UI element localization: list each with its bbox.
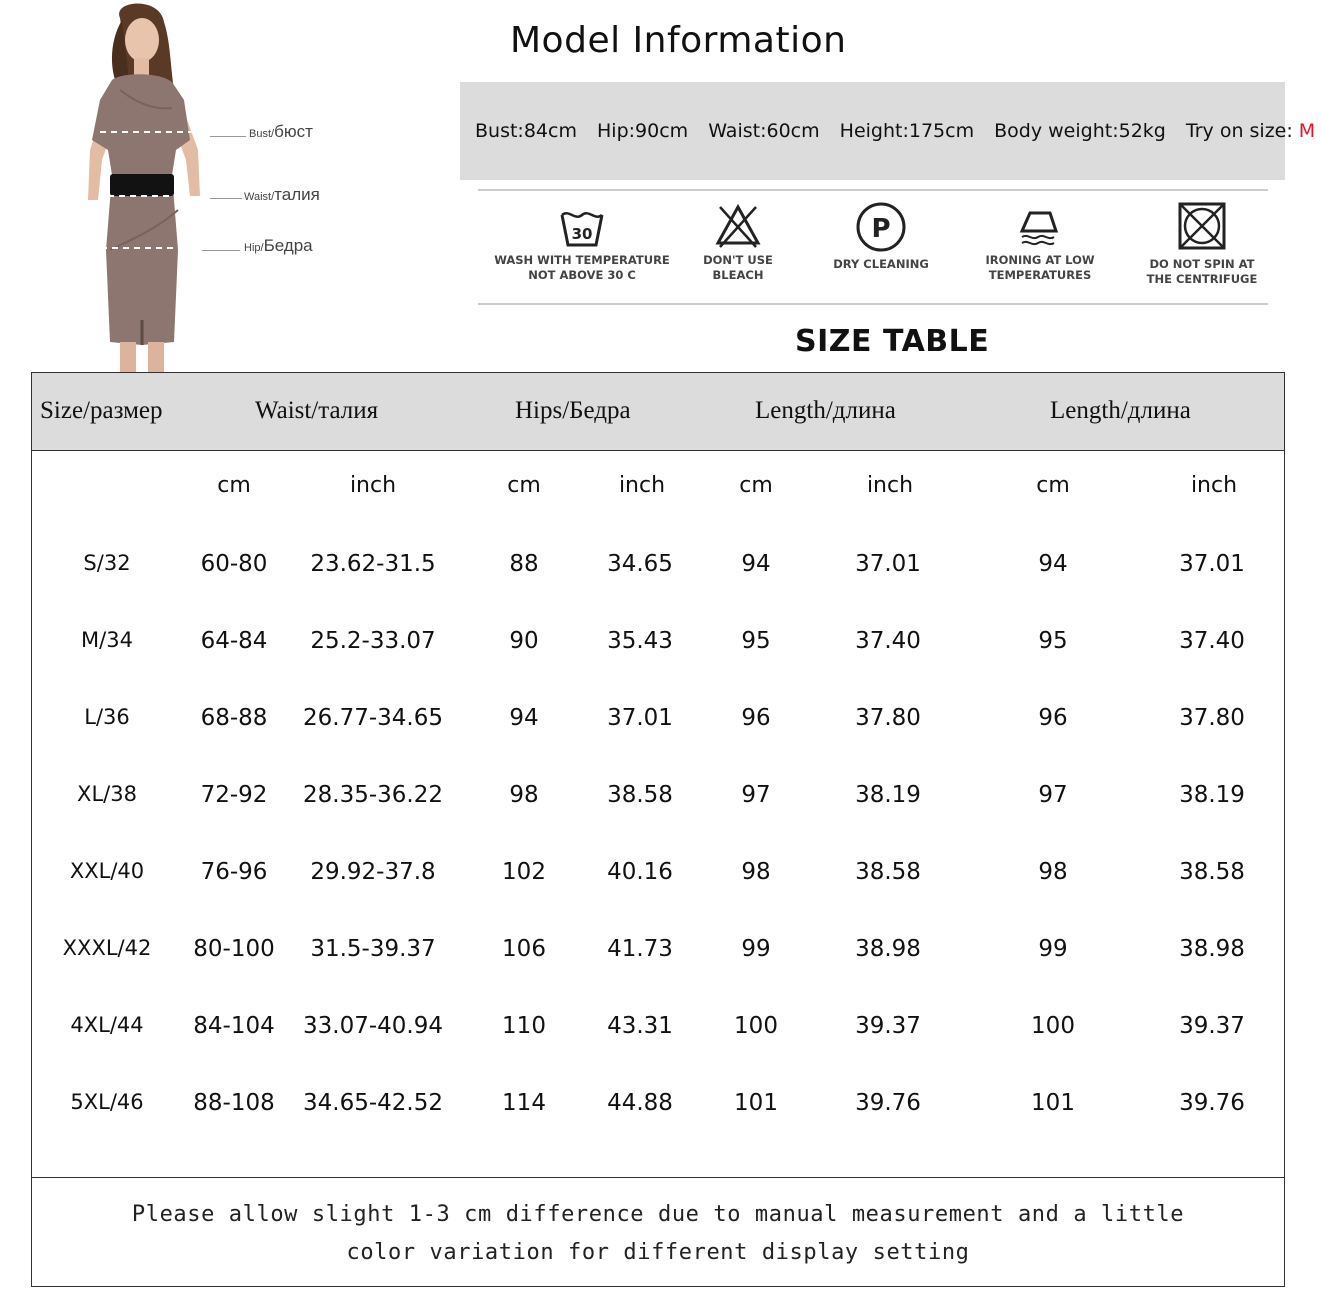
waist-leader-line [210, 198, 242, 199]
size-label-cell: 4XL/44 [70, 1013, 144, 1037]
table-cell: 102 [502, 859, 546, 885]
table-cell: 38.58 [607, 782, 673, 808]
model-waist: Waist:60cm [708, 120, 820, 142]
table-cell: 114 [502, 1090, 546, 1116]
table-cell: 110 [502, 1013, 546, 1039]
table-cell: 39.76 [855, 1090, 921, 1116]
size-label-cell: M/34 [81, 628, 133, 652]
table-cell: 101 [1031, 1090, 1075, 1116]
table-cell: 98 [1038, 859, 1068, 885]
unit-length2-cm: cm [1036, 473, 1070, 498]
table-cell: 29.92-37.8 [310, 859, 436, 885]
model-height: Height:175cm [839, 120, 975, 142]
table-cell: 95 [741, 628, 771, 654]
table-cell: 88-108 [193, 1090, 275, 1116]
unit-waist-cm: cm [217, 473, 251, 498]
table-cell: 88 [509, 551, 539, 577]
note-line-2: color variation for different display setting [346, 1240, 970, 1265]
table-cell: 37.40 [855, 628, 921, 654]
dry-clean-icon [855, 201, 907, 253]
table-cell: 90 [509, 628, 539, 654]
care-spin-line2: THE CENTRIFUGE [1146, 272, 1258, 286]
bust-label: Bust/бюст [249, 122, 313, 141]
try-on-label: Try on size: [1185, 120, 1293, 142]
table-cell: 38.98 [855, 936, 921, 962]
care-no-bleach [676, 201, 800, 283]
care-wash-line2: NOT ABOVE 30 C [528, 268, 636, 282]
header-size: Size/размер [40, 397, 163, 424]
table-cell: 97 [741, 782, 771, 808]
size-label-cell: S/32 [83, 551, 131, 575]
model-hip: Hip:90cm [597, 120, 689, 142]
table-cell: 34.65-42.52 [303, 1090, 443, 1116]
table-cell: 96 [741, 705, 771, 731]
table-cell: 37.40 [1179, 628, 1245, 654]
header-waist: Waist/талия [255, 397, 379, 424]
table-cell: 99 [741, 936, 771, 962]
care-dry-clean [826, 201, 936, 272]
note-line-1: Please allow slight 1-3 cm difference due to manual measurement and a little [131, 1202, 1185, 1227]
care-wash-30 [494, 201, 670, 283]
unit-waist-inch: inch [349, 473, 397, 498]
table-cell: 28.35-36.22 [303, 782, 443, 808]
try-on-size: M [1298, 120, 1316, 142]
table-cell: 25.2-33.07 [310, 628, 436, 654]
size-label-cell: XXL/40 [69, 859, 145, 883]
size-label-cell: L/36 [84, 705, 130, 729]
care-iron-line2: TEMPERATURES [988, 268, 1092, 282]
unit-hips-inch: inch [618, 473, 666, 498]
care-wash-line1: WASH WITH TEMPERATURE [494, 253, 670, 267]
table-cell: 37.80 [1179, 705, 1245, 731]
table-cell: 100 [734, 1013, 778, 1039]
size-label-cell: 5XL/46 [70, 1090, 144, 1114]
table-cell: 94 [741, 551, 771, 577]
hip-leader-line [202, 250, 240, 251]
table-cell: 41.73 [607, 936, 673, 962]
model-info-title: Model Information [510, 20, 847, 61]
table-cell: 40.16 [607, 859, 673, 885]
table-cell: 38.19 [855, 782, 921, 808]
table-cell: 80-100 [193, 936, 275, 962]
table-cell: 72-92 [200, 782, 268, 808]
header-length-2: Length/длина [1050, 397, 1191, 424]
table-cell: 98 [509, 782, 539, 808]
model-bust: Bust:84cm [475, 120, 577, 142]
table-cell: 38.58 [1179, 859, 1245, 885]
model-figure [60, 0, 220, 372]
size-table [31, 372, 1285, 1287]
hip-label: Hip/Бедра [244, 236, 313, 255]
table-cell: 60-80 [200, 551, 268, 577]
wash-30-icon [559, 201, 605, 249]
care-dry-line1: DRY CLEANING [833, 257, 929, 271]
table-cell: 38.19 [1179, 782, 1245, 808]
table-cell: 23.62-31.5 [310, 551, 436, 577]
table-cell: 100 [1031, 1013, 1075, 1039]
unit-length1-inch: inch [866, 473, 914, 498]
unit-hips-cm: cm [507, 473, 541, 498]
care-spin-line1: DO NOT SPIN AT [1149, 257, 1255, 271]
care-low-iron [974, 201, 1106, 283]
table-cell: 97 [1038, 782, 1068, 808]
measurement-note [32, 1177, 1284, 1287]
table-cell: 37.01 [855, 551, 921, 577]
header-hips: Hips/Бедра [515, 397, 631, 424]
svg-text:30: 30 [571, 225, 593, 243]
care-bleach-line1: DON'T USE BLEACH [703, 253, 773, 282]
svg-text:P: P [871, 214, 891, 244]
table-cell: 68-88 [200, 705, 268, 731]
table-cell: 95 [1038, 628, 1068, 654]
table-cell: 76-96 [200, 859, 268, 885]
table-cell: 34.65 [607, 551, 673, 577]
table-cell: 64-84 [200, 628, 268, 654]
low-iron-icon [1016, 201, 1064, 249]
table-cell: 98 [741, 859, 771, 885]
unit-length2-inch: inch [1190, 473, 1238, 498]
size-label-cell: XXXL/42 [62, 936, 152, 960]
table-cell: 43.31 [607, 1013, 673, 1039]
table-cell: 94 [509, 705, 539, 731]
care-iron-line1: IRONING AT LOW [985, 253, 1095, 267]
table-cell: 94 [1038, 551, 1068, 577]
table-cell: 106 [502, 936, 546, 962]
size-table-title: SIZE TABLE [795, 324, 990, 359]
table-cell: 38.58 [855, 859, 921, 885]
table-cell: 39.37 [855, 1013, 921, 1039]
table-cell: 37.01 [1179, 551, 1245, 577]
size-table-header [32, 373, 1284, 451]
model-info-bar [460, 82, 1316, 180]
table-cell: 33.07-40.94 [303, 1013, 443, 1039]
table-cell: 26.77-34.65 [303, 705, 443, 731]
table-cell: 39.76 [1179, 1090, 1245, 1116]
table-cell: 35.43 [607, 628, 673, 654]
size-label-cell: XL/38 [77, 782, 137, 806]
table-cell: 99 [1038, 936, 1068, 962]
unit-length1-cm: cm [739, 473, 773, 498]
care-no-spin [1142, 201, 1262, 287]
header-length-1: Length/длина [755, 397, 896, 424]
table-cell: 37.80 [855, 705, 921, 731]
care-instructions [478, 189, 1268, 305]
table-cell: 101 [734, 1090, 778, 1116]
no-spin-icon [1177, 201, 1227, 253]
table-cell: 84-104 [193, 1013, 275, 1039]
table-cell: 38.98 [1179, 936, 1245, 962]
table-cell: 96 [1038, 705, 1068, 731]
table-cell: 31.5-39.37 [310, 936, 436, 962]
table-cell: 37.01 [607, 705, 673, 731]
no-bleach-icon [714, 201, 762, 249]
table-cell: 39.37 [1179, 1013, 1245, 1039]
waist-label: Waist/талия [244, 185, 320, 204]
bust-leader-line [210, 136, 246, 137]
model-weight: Body weight:52kg [994, 120, 1166, 142]
table-cell: 44.88 [607, 1090, 673, 1116]
